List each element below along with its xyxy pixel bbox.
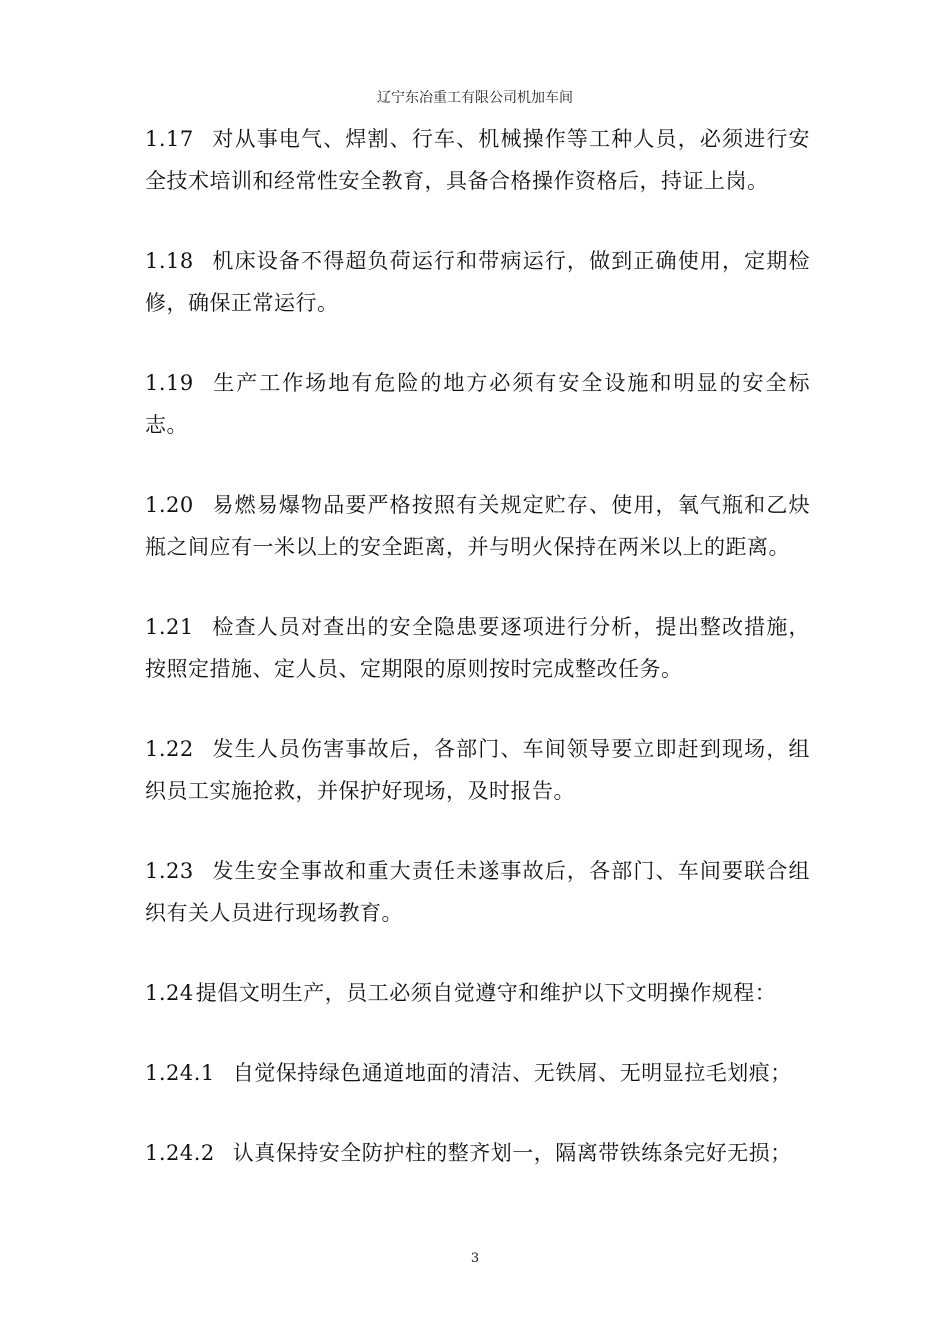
paragraph-1-24-1 xyxy=(145,1052,810,1094)
paragraph-1-19 xyxy=(145,362,810,446)
clause-text: 易燃易爆物品要严格按照有关规定贮存、使用，氧气瓶和乙炔瓶之间应有一米以上的安全距离，并与明火保持在两米以上的距离。 xyxy=(145,493,810,559)
paragraph-1-20 xyxy=(145,484,810,568)
page-number: 3 xyxy=(470,1251,480,1266)
clause-number: 1.22 xyxy=(145,737,194,761)
clause-number: 1.24.2 xyxy=(145,1141,215,1165)
clause-number: 1.20 xyxy=(145,493,194,517)
paragraph-1-17 xyxy=(145,118,810,202)
clause-text: 自觉保持绿色通道地面的清洁、无铁屑、无明显拉毛划痕； xyxy=(232,1061,792,1085)
clause-number: 1.18 xyxy=(145,249,194,273)
clause-number: 1.24.1 xyxy=(145,1061,215,1085)
clause-text: 机床设备不得超负荷运行和带病运行，做到正确使用，定期检修，确保正常运行。 xyxy=(145,249,810,315)
clause-text: 发生人员伤害事故后，各部门、车间领导要立即赶到现场，组织员工实施抢救，并保护好现场，及时报告。 xyxy=(145,737,810,803)
paragraph-1-18 xyxy=(145,240,810,324)
paragraph-1-24 xyxy=(145,972,810,1014)
clause-text: 提倡文明生产，员工必须自觉遵守和维护以下文明操作规程： xyxy=(195,981,777,1005)
clause-text: 认真保持安全防护柱的整齐划一，隔离带铁练条完好无损； xyxy=(232,1141,792,1165)
clause-number: 1.21 xyxy=(145,615,194,639)
clause-number: 1.17 xyxy=(145,127,194,151)
clause-number: 1.24 xyxy=(145,981,194,1005)
clause-text: 发生安全事故和重大责任未遂事故后，各部门、车间要联合组织有关人员进行现场教育。 xyxy=(145,859,810,925)
clause-text: 生产工作场地有危险的地方必须有安全设施和明显的安全标志。 xyxy=(145,371,810,437)
paragraph-1-24-2 xyxy=(145,1132,810,1174)
paragraph-1-23 xyxy=(145,850,810,934)
paragraph-1-21 xyxy=(145,606,810,690)
clause-text: 检查人员对查出的安全隐患要逐项进行分析，提出整改措施，按照定措施、定人员、定期限的原则按时完成整改任务。 xyxy=(145,615,810,681)
paragraph-1-22 xyxy=(145,728,810,812)
document-body xyxy=(145,118,810,1212)
clause-number: 1.19 xyxy=(145,371,194,395)
page-header: 辽宁东冶重工有限公司机加车间 xyxy=(377,90,573,106)
clause-number: 1.23 xyxy=(145,859,194,883)
clause-text: 对从事电气、焊割、行车、机械操作等工种人员，必须进行安全技术培训和经常性安全教育，具备合格操作资格后，持证上岗。 xyxy=(145,127,810,193)
